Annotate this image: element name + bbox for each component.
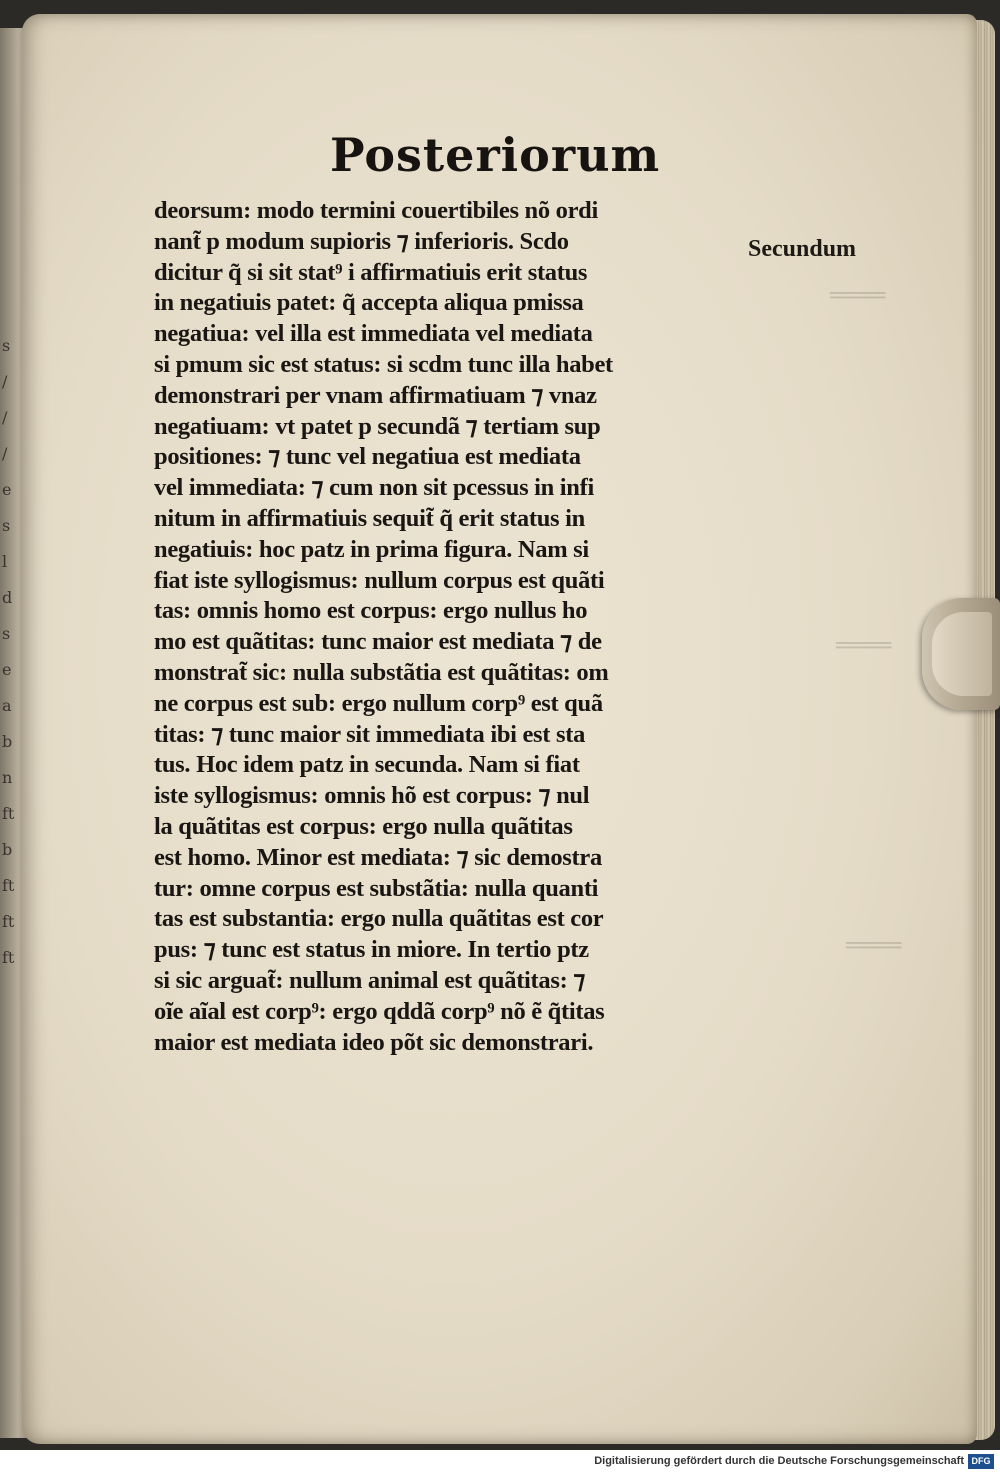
facing-page-fragment: s [2, 336, 11, 355]
facing-page-fragment: n [2, 768, 13, 787]
text-line: negatiua: vel illa est immediata vel mediata [154, 320, 593, 348]
text-line: vel immediata: ⁊ cum non sit pcessus in infi [154, 474, 595, 502]
text-line: monstrat̃ sic: nulla substãtia est quãtitas: om [154, 658, 609, 686]
text-line: est homo. Minor est mediata: ⁊ sic demostra [154, 843, 602, 871]
page-title: Posteriorum [330, 128, 661, 182]
text-line: nitum in affirmatiuis sequit̃ q̃ erit status in [154, 504, 585, 532]
text-line: negatiuis: hoc patz in prima figura. Nam si [154, 535, 589, 563]
facing-page-fragment: b [2, 732, 13, 751]
facing-page-fragment: / [2, 444, 8, 463]
text-line: tur: omne corpus est substãtia: nulla quanti [154, 874, 599, 902]
facing-page-fragment: d [2, 588, 13, 607]
footer-bar [0, 1450, 1000, 1475]
text-line: negatiuam: vt patet p secundã ⁊ tertiam sup [154, 412, 601, 440]
text-line: la quãtitas est corpus: ergo nulla quãtitas [154, 812, 573, 840]
facing-page-fragment: e [2, 660, 12, 679]
facing-page-fragment: ft [2, 876, 15, 895]
facing-page-fragment: e [2, 480, 12, 499]
show-through-text: ═══ [846, 930, 902, 959]
text-line: ne corpus est sub: ergo nullum corp⁹ est quã [154, 689, 603, 717]
text-line: iste syllogismus: omnis hõ est corpus: ⁊ nul [154, 782, 590, 810]
facing-page-fragment: ft [2, 948, 15, 967]
facing-page-fragment: ft [2, 804, 15, 823]
text-line: deorsum: modo termini couertibiles nõ ordi [154, 197, 599, 224]
footer-credit: Digitalisierung gefördert durch die Deutsche Forschungsgemeinschaft [594, 1455, 964, 1467]
facing-page-fragment: b [2, 840, 13, 859]
show-through-text: ═══ [830, 280, 886, 309]
dfg-logo: DFG [968, 1454, 994, 1469]
text-line: demonstrari per vnam affirmatiuam ⁊ vnaz [154, 381, 597, 409]
text-line: tas: omnis homo est corpus: ergo nullus ho [154, 597, 588, 625]
text-line: maior est mediata ideo põt sic demonstrari. [154, 1028, 594, 1056]
text-line: nant̃ p modum supioris ⁊ inferioris. Scdo [154, 227, 569, 255]
text-line: fiat iste syllogismus: nullum corpus est quãti [154, 566, 605, 594]
text-block [154, 196, 744, 1058]
facing-page-fragment: s [2, 624, 11, 643]
text-line: si pmum sic est status: si scdm tunc illa habet [154, 350, 613, 378]
text-line: dicitur q̃ si sit stat⁹ i affirmatiuis erit status [154, 258, 588, 286]
text-line: in negatiuis patet: q̃ accepta aliqua pmissa [154, 289, 584, 317]
marginal-note: Secundum [748, 236, 857, 262]
facing-page-fragment: / [2, 408, 8, 427]
clasp [922, 598, 1000, 710]
facing-page-fragment: / [2, 372, 8, 391]
text-line: titas: ⁊ tunc maior sit immediata ibi est sta [154, 720, 586, 748]
text-line: mo est quãtitas: tunc maior est mediata ⁊ de [154, 628, 602, 656]
facing-page-fragment: ft [2, 912, 15, 931]
show-through-text: ═══ [836, 630, 892, 659]
text-line: pus: ⁊ tunc est status in miore. In tertio ptz [154, 936, 589, 964]
facing-page-text [2, 328, 24, 976]
facing-page-fragment: l [2, 552, 8, 571]
text-line: tas est substantia: ergo nulla quãtitas est cor [154, 905, 604, 933]
text-line: oĩe aĩal est corp⁹: ergo qddã corp⁹ nõ ẽ q̃titas [154, 997, 605, 1025]
facing-page-fragment: a [2, 696, 12, 715]
clasp-inner [932, 612, 992, 696]
text-line: positiones: ⁊ tunc vel negatiua est mediata [154, 443, 581, 471]
text-line: si sic arguat̃: nullum animal est quãtitas: ⁊ [154, 966, 586, 994]
facing-page-fragment: s [2, 516, 11, 535]
text-line: tus. Hoc idem patz in secunda. Nam si fiat [154, 751, 580, 779]
